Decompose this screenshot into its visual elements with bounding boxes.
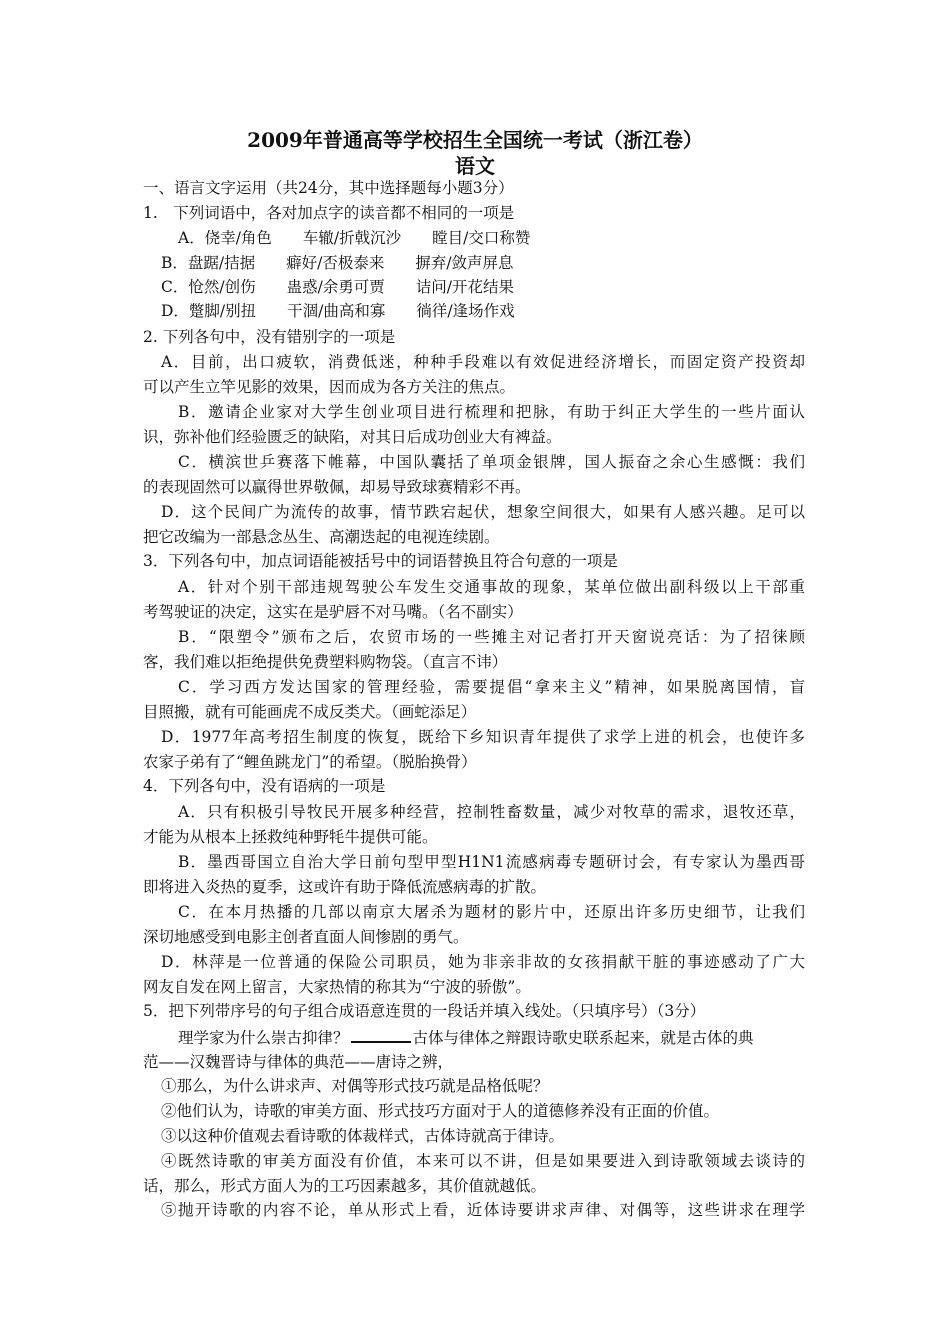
q3-stem: 3．下列各句中，加点词语能被括号中的词语替换且符合句意的一项是: [143, 552, 618, 570]
q5-passage-after-blank: 古体与律体之辩跟诗歌史联系起来，就是古体的典: [412, 1029, 754, 1047]
q3-option-b-line1: B．“限塑令”颁布之后，农贸市场的一些摊主对记者打开天窗说亮话：为了招徕顾: [178, 628, 805, 646]
subject-title: 语文: [455, 154, 495, 178]
q2-option-b-line1: B．邀请企业家对大学生创业项目进行梳理和把脉，有助于纠正大学生的一些片面认: [178, 403, 805, 421]
exam-title: 2009年普通高等学校招生全国统一考试（浙江卷）: [247, 128, 703, 152]
q1-option-d: D．蹩脚/别扭 干涸/曲高和寡 徜徉/逢场作戏: [161, 302, 515, 320]
q3-option-d-line2: 农家子弟有了“鲤鱼跳龙门”的希望。（脱胎换骨）: [143, 753, 477, 771]
q5-sentence-5: ⑤抛开诗歌的内容不论，单从形式上看，近体诗要讲求声律、对偶等，这些讲求在理学: [161, 1201, 805, 1219]
q3-option-c-line2: 目照搬，就有可能画虎不成反类犬。（画蛇添足）: [143, 703, 477, 721]
q5-passage-line2: 范——汉魏晋诗与律体的典范——唐诗之辨，: [143, 1053, 454, 1071]
q1-stem: 1. 下列词语中，各对加点字的读音都不相同的一项是: [143, 204, 515, 222]
q5-passage-line1: [178, 1027, 754, 1048]
q2-option-d-line1: D．这个民间广为流传的故事，情节跌宕起伏，想象空间很大，如果有人感兴趣。足可以: [161, 503, 805, 521]
q5-sentence-4-line2: 话，那么，形式方面人为的工巧因素越多，其价值就越低。: [143, 1177, 547, 1195]
q2-option-c-line1: C．横滨世乒赛落下帷幕，中国队囊括了单项金银牌，国人振奋之余心生感慨：我们: [178, 453, 805, 471]
q5-sentence-4-line1: ④既然诗歌的审美方面没有价值，本来可以不讲，但是如果要进入到诗歌领域去谈诗的: [161, 1152, 805, 1170]
q2-option-b-line2: 识，弥补他们经验匮乏的缺陷，对其日后成功创业大有裨益。: [143, 428, 562, 446]
q3-option-d-line1: D．1977年高考招生制度的恢复，既给下乡知识青年提供了求学上进的机会，也使许多: [161, 728, 805, 746]
q5-passage-before-blank: 理学家为什么崇古抑律？: [178, 1029, 349, 1047]
q4-option-c-line1: C．在本月热播的几部以南京大屠杀为题材的影片中，还原出许多历史细节，让我们: [178, 903, 805, 921]
q4-option-b-line1: B．墨西哥国立自治大学日前句型甲型H1N1流感病毒专题研讨会，有专家认为墨西哥: [178, 853, 805, 871]
q2-option-a-line1: A．目前，出口疲软，消费低迷，种种手段难以有效促进经济增长，而固定资产投资却: [161, 353, 805, 371]
q3-option-a-line1: A．针对个别干部违规驾驶公车发生交通事故的现象，某单位做出副科级以上干部重: [178, 578, 805, 596]
q1-option-b: B．盘踞/拮据 癖好/否极泰来 摒弃/敛声屏息: [161, 254, 514, 272]
q4-option-d-line2: 网友自发在网上留言，大家热情的称其为“宁波的骄傲”。: [143, 978, 531, 996]
q5-sentence-3: ③以这种价值观去看诗歌的体裁样式，古体诗就高于律诗。: [161, 1127, 565, 1145]
q1-option-a: A．侥幸/角色 车辙/折戟沉沙 瞠目/交口称赞: [178, 229, 531, 247]
answer-blank[interactable]: [351, 1027, 411, 1043]
q1-option-c: C．怆然/创伤 蛊惑/余勇可贾 诘问/开花结果: [161, 278, 515, 296]
q4-option-b-line2: 即将进入炎热的夏季，这或许有助于降低流感病毒的扩散。: [143, 878, 547, 896]
q4-option-c-line2: 深切地感受到电影主创者直面人间惨剧的勇气。: [143, 928, 469, 946]
q2-option-c-line2: 的表现固然可以赢得世界敬佩，却易导致球赛精彩不再。: [143, 478, 531, 496]
q3-option-a-line2: 考驾驶证的决定，这实在是驴唇不对马嘴。（名不副实）: [143, 603, 523, 621]
q2-option-a-line2: 可以产生立竿见影的效果，因而成为各方关注的焦点。: [143, 378, 516, 396]
q5-sentence-1: ①那么，为什么讲求声、对偶等形式技巧就是品格低呢？: [161, 1077, 549, 1095]
section-heading: 一、语言文字运用（共24分，其中选择题每小题3分）: [143, 179, 514, 197]
q4-option-a-line1: A．只有积极引导牧民开展多种经营，控制牲畜数量，减少对牧草的需求，退牧还草，: [178, 803, 805, 821]
q2-stem: 2. 下列各句中，没有错别字的一项是: [143, 328, 396, 346]
q4-option-d-line1: D．林萍是一位普通的保险公司职员，她为非亲非故的女孩捐献干脏的事迹感动了广大: [161, 953, 805, 971]
q2-option-d-line2: 把它改编为一部悬念丛生、高潮迭起的电视连续剧。: [143, 528, 500, 546]
q5-sentence-2: ②他们认为，诗歌的审美方面、形式技巧方面对于人的道德修养没有正面的价值。: [161, 1102, 720, 1120]
q4-option-a-line2: 才能为从根本上拯救纯种野牦牛提供可能。: [143, 828, 438, 846]
q3-option-b-line2: 客，我们难以拒绝提供免费塑料购物袋。（直言不讳）: [143, 653, 508, 671]
q3-option-c-line1: C．学习西方发达国家的管理经验，需要提倡“拿来主义”精神，如果脱离国情，盲: [178, 678, 805, 696]
q4-stem: 4．下列各句中，没有语病的一项是: [143, 777, 386, 795]
q5-stem: 5．把下列带序号的句子组合成语意连贯的一段话并填入线处。（只填序号）（3分）: [143, 1002, 706, 1020]
